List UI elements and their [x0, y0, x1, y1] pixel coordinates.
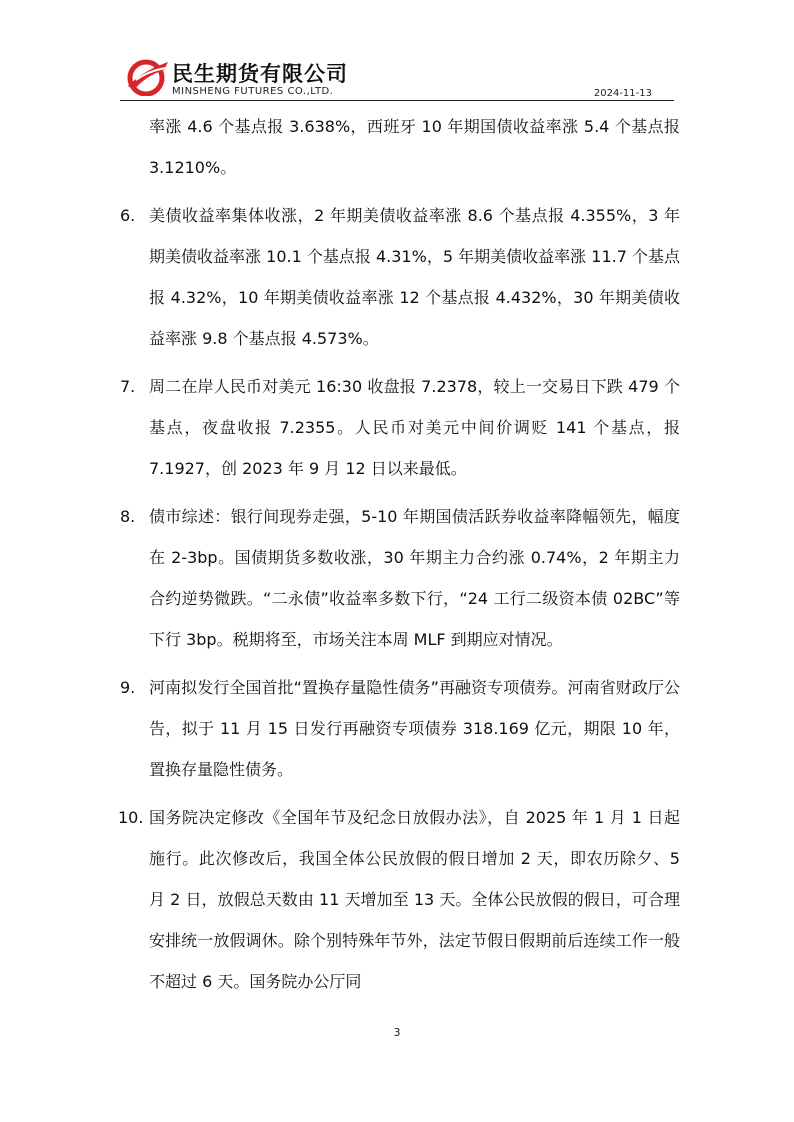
page-number: 3 — [393, 1026, 401, 1039]
minsheng-logo-icon — [126, 56, 170, 96]
list-item-text: 美债收益率集体收涨，2 年期美债收益率涨 8.6 个基点报 4.355%，3 年期美债收益率涨 10.1 个基点报 4.31%，5 年期美债收益率涨 11.7 个基点报 4.32%，10 年期美债收益率涨 12 个基点报 4.432%，30 年期美债收益率涨 9.8 个基点报 4.573%。 — [149, 206, 680, 348]
list-item — [120, 496, 680, 660]
list-item-number: 8. — [120, 507, 136, 526]
header-divider — [120, 100, 674, 101]
list-item-number: 6. — [120, 206, 136, 225]
list-item — [120, 195, 680, 359]
continuation-paragraph: 率涨 4.6 个基点报 3.638%，西班牙 10 年期国债收益率涨 5.4 个基点报 3.1210%。 — [149, 117, 680, 177]
list-item-number: 7. — [120, 377, 136, 396]
list-item-text: 河南拟发行全国首批“置换存量隐性债务”再融资专项债券。河南省财政厅公告，拟于 11 月 15 日发行再融资专项债券 318.169 亿元，期限 10 年，置换存量隐性债务。 — [149, 678, 680, 779]
list-item — [120, 797, 680, 1002]
list-item — [120, 667, 680, 790]
document-body — [120, 106, 680, 1002]
report-date: 2024-11-13 — [593, 88, 652, 99]
list-item-text: 债市综述：银行间现券走强，5-10 年期国债活跃券收益率降幅领先，幅度在 2-3bp。国债期货多数收涨，30 年期主力合约涨 0.74%，2 年期主力合约逆势微跌。“二永债”收益率多数下行，“24 工行二级资本债 02BC”等下行 3bp。税期将至，市场关注本周 MLF 到期应对情况。 — [149, 507, 680, 649]
list-item — [120, 366, 680, 489]
list-item-number: 9. — [120, 678, 136, 697]
page-header — [120, 56, 674, 104]
list-item-text: 国务院决定修改《全国年节及纪念日放假办法》，自 2025 年 1 月 1 日起施行。此次修改后，我国全体公民放假的假日增加 2 天，即农历除夕、5 月 2 日，放假总天数由 11 天增加至 13 天。全体公民放假的假日，可合理安排统一放假调休。除个别特殊年节外，法定节假日假期前后连续工作一般不超过 6 天。国务院办公厅同 — [149, 808, 680, 991]
list-item-number: 10. — [118, 808, 144, 827]
company-name-cn: 民生期货有限公司 — [172, 62, 348, 86]
list-item-text: 周二在岸人民币对美元 16:30 收盘报 7.2378，较上一交易日下跌 479 个基点，夜盘收报 7.2355。人民币对美元中间价调贬 141 个基点，报 7.1927，创 2023 年 9 月 12 日以来最低。 — [149, 377, 680, 478]
company-name-en: MINSHENG FUTURES CO.,LTD. — [172, 86, 334, 97]
